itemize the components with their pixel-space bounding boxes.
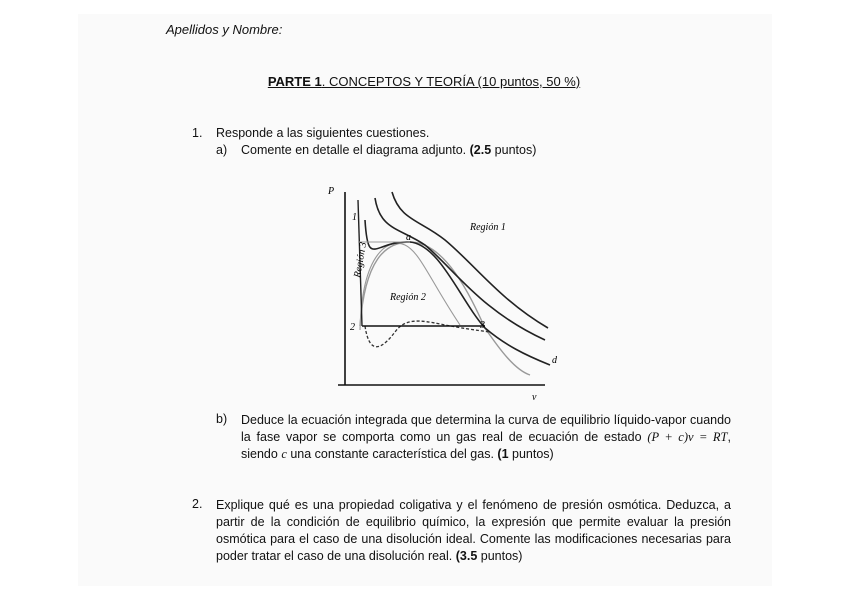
question-1b-part2: , siendo	[241, 430, 731, 461]
isotherm-vdw	[365, 321, 490, 347]
point-1-label: 1	[352, 212, 357, 223]
question-2-number: 2.	[192, 497, 203, 511]
question-2-body: Explique qué es una propiedad coligativa y el fenómeno de presión osmótica. Deduzca, a partir de la condición de equilibrio químico, la expresión que permite evaluar la presión osmótica para el caso de una disolución ideal. Comente las modificaciones necesarias para poder tratar el caso de una disolución real.	[216, 498, 731, 563]
axis-y-label: P	[328, 186, 335, 197]
question-1a-points-bold: (2.5	[469, 143, 492, 157]
region-2-label: Región 2	[390, 292, 426, 303]
name-label: Apellidos y Nombre:	[166, 22, 283, 37]
question-1b-equation: (P + c)v = RT	[647, 430, 728, 444]
isotherm-2	[375, 198, 545, 340]
question-1b-label: b)	[216, 412, 228, 426]
question-1-number: 1.	[192, 126, 203, 140]
question-1b-part3: una constante característica del gas.	[286, 447, 498, 461]
part-title-bold: PARTE 1	[267, 74, 322, 89]
point-2-label: 2	[350, 322, 355, 333]
region-3-label: Región 3	[352, 241, 370, 279]
spinodal-curve	[360, 243, 460, 330]
question-2-points-bold: (3.5	[455, 549, 478, 563]
pv-diagram	[320, 180, 557, 405]
question-1a-points-rest: puntos)	[491, 143, 537, 157]
question-1b-points-bold: (1	[497, 447, 509, 461]
question-1b-var-c: c	[281, 447, 287, 461]
region-1-label: Región 1	[470, 222, 506, 233]
point-3-label: 3	[480, 320, 485, 331]
question-1b-text	[241, 412, 731, 463]
question-2-points-rest: puntos)	[477, 549, 523, 563]
question-1-intro: Responde a las siguientes cuestiones.	[216, 126, 430, 140]
point-a-label: a	[406, 232, 411, 243]
axis-x-label: v	[532, 392, 537, 403]
coexistence-curve	[360, 242, 530, 375]
question-1b-part1: Deduce la ecuación integrada que determina la curva de equilibrio líquido-vapor cuando la fase vapor se comporta como un gas real de ecuación de estado	[241, 413, 731, 444]
point-d-label: d	[552, 355, 557, 366]
question-1a-label: a)	[216, 143, 228, 157]
question-2-text	[216, 497, 731, 565]
part-title	[0, 74, 848, 89]
question-1b-points-rest: puntos)	[508, 447, 554, 461]
question-1a-body: Comente en detalle el diagrama adjunto.	[241, 143, 467, 157]
question-1a-text	[241, 143, 536, 157]
part-title-rest: . CONCEPTOS Y TEORÍA (10 puntos, 50 %)	[321, 74, 581, 89]
